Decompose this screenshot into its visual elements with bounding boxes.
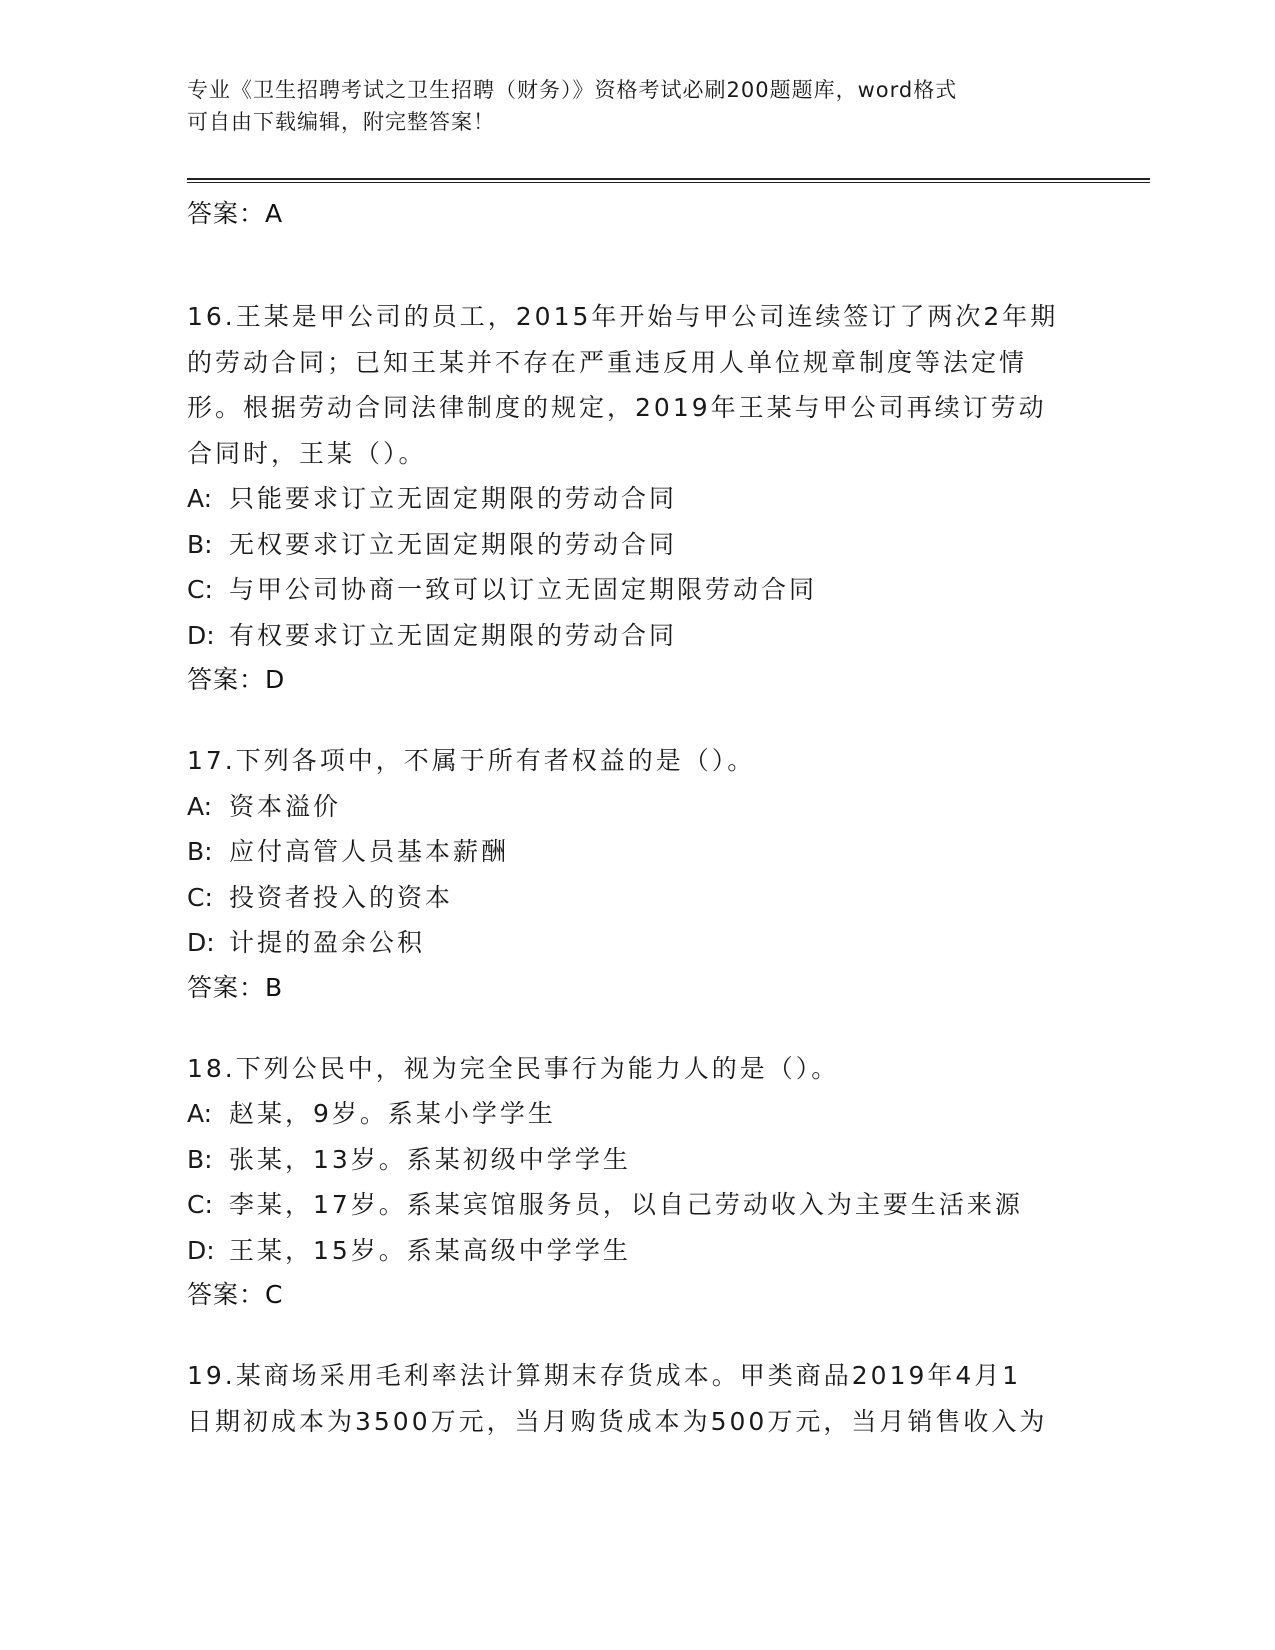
option-label: B:: [187, 529, 213, 559]
question-stem-line: 16.王某是甲公司的员工，2015年开始与甲公司连续签订了两次2年期: [187, 302, 1059, 331]
answer-line: 答案：B: [187, 972, 284, 1002]
option-text: 王某，15岁。系某高级中学学生: [229, 1235, 631, 1265]
document-content: [187, 192, 1087, 1444]
question-stem-line: 日期初成本为3500万元，当月购货成本为500万元，当月销售收入为: [187, 1406, 1048, 1436]
option-a: [187, 784, 1087, 830]
option-text: 投资者投入的资本: [229, 882, 454, 912]
option-label: B:: [187, 1144, 213, 1174]
option-d: [187, 920, 1087, 966]
question-16: [187, 294, 1087, 702]
question-stem-line: 17.下列各项中，不属于所有者权益的是（）。: [187, 746, 756, 775]
option-label: A:: [187, 1099, 213, 1128]
option-b: [187, 1137, 1087, 1183]
option-a: [187, 1091, 1087, 1137]
answer-line: 答案：C: [187, 1280, 284, 1309]
option-text: 应付高管人员基本薪酬: [229, 837, 510, 866]
option-c: [187, 875, 1087, 921]
option-label: D:: [187, 928, 215, 957]
option-text: 有权要求订立无固定期限的劳动合同: [229, 620, 678, 650]
option-text: 无权要求订立无固定期限的劳动合同: [229, 529, 678, 559]
question-stem-line: 19.某商场采用毛利率法计算期末存货成本。甲类商品2019年4月1: [187, 1361, 1022, 1390]
option-label: C:: [187, 575, 213, 604]
question-19: [187, 1353, 1087, 1444]
option-label: A:: [187, 484, 213, 513]
header-line-1: 专业《卫生招聘考试之卫生招聘（财务）》资格考试必刷200题题库，word格式: [187, 78, 958, 102]
document-header: [187, 74, 1067, 138]
header-line-2: 可自由下载编辑，附完整答案！: [187, 110, 495, 134]
header-rule-thick: [187, 178, 1150, 180]
option-d: [187, 1228, 1087, 1274]
option-text: 张某，13岁。系某初级中学学生: [229, 1144, 631, 1174]
option-text: 计提的盈余公积: [229, 928, 426, 957]
option-label: C:: [187, 1190, 213, 1219]
option-text: 李某，17岁。系某宾馆服务员，以自己劳动收入为主要生活来源: [229, 1190, 1023, 1219]
option-text: 只能要求订立无固定期限的劳动合同: [229, 484, 678, 513]
option-text: 赵某，9岁。系某小学学生: [229, 1099, 556, 1128]
option-label: C:: [187, 882, 213, 912]
option-label: A:: [187, 791, 213, 821]
answer-line: 答案：A: [187, 199, 284, 228]
option-b: [187, 522, 1087, 568]
question-stem-line: 18.下列公民中，视为完全民事行为能力人的是（）。: [187, 1053, 840, 1083]
question-stem-line: 的劳动合同；已知王某并不存在严重违反用人单位规章制度等法定情: [187, 347, 1028, 377]
question-stem-line: 合同时，王某（）。: [187, 438, 427, 468]
question-17: [187, 738, 1087, 1010]
question-stem-line: 形。根据劳动合同法律制度的规定，2019年王某与甲公司再续订劳动: [187, 393, 1047, 422]
option-d: [187, 613, 1087, 659]
option-label: D:: [187, 1235, 215, 1265]
option-a: [187, 476, 1087, 522]
question-18: [187, 1046, 1087, 1318]
option-label: D:: [187, 620, 215, 650]
option-c: [187, 567, 1087, 613]
option-label: B:: [187, 837, 213, 866]
header-rule-thin: [187, 182, 1150, 183]
option-c: [187, 1182, 1087, 1228]
option-text: 与甲公司协商一致可以订立无固定期限劳动合同: [229, 575, 818, 604]
option-b: [187, 829, 1087, 875]
answer-line: 答案：D: [187, 665, 286, 694]
option-text: 资本溢价: [229, 791, 342, 821]
